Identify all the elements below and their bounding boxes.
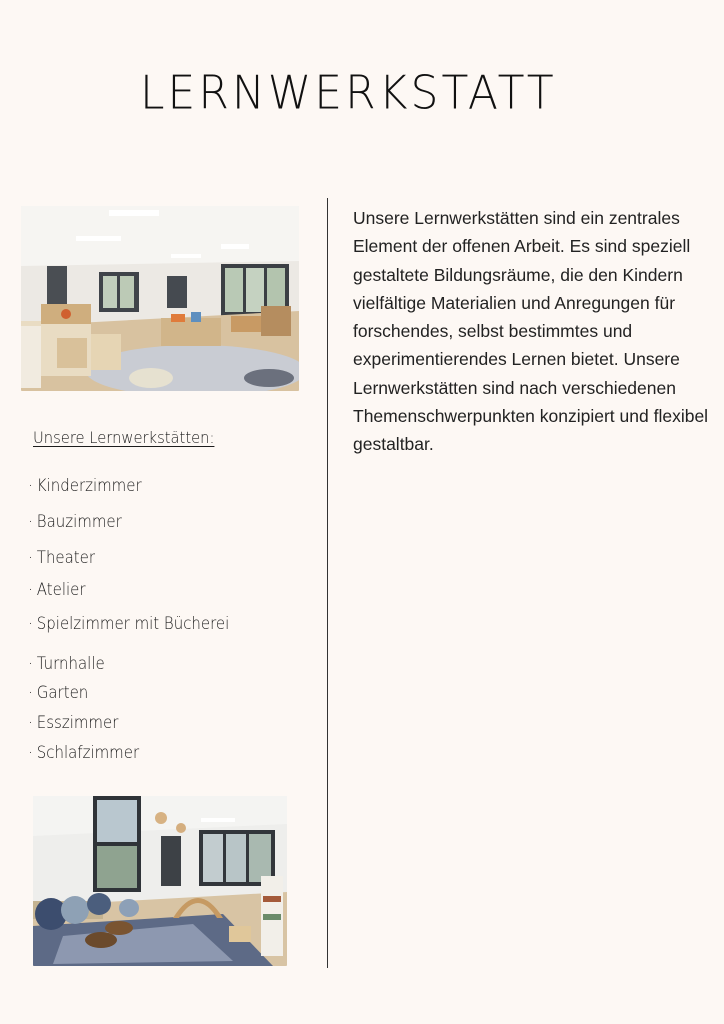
list-item: · Turnhalle: [28, 654, 105, 674]
list-item: · Spielzimmer mit Bücherei: [28, 614, 230, 634]
list-item: · Theater: [28, 548, 96, 568]
reading-room-photo: [33, 796, 287, 966]
list-item: · Bauzimmer: [28, 512, 122, 532]
list-item: · Esszimmer: [28, 713, 119, 733]
list-item: · Garten: [28, 683, 89, 703]
rooms-heading: Unsere Lernwerkstätten:: [33, 428, 215, 447]
intro-paragraph: Unsere Lernwerkstätten sind ein zentrales Element der offenen Arbeit. Es sind speziell gestaltete Bildungsräume, die den Kindern vielfältige Materialien und Anregungen für forschendes, selbst bestimmtes und experimentierendes Lernen bietet. Unsere Lernwerkstätten sind nach verschiedenen Themenschwerpunkten konzipiert und flexibel gestaltbar.: [353, 208, 709, 455]
vertical-divider: [327, 198, 328, 968]
list-item: · Atelier: [28, 580, 86, 600]
page-title: LERNWERKSTATT: [140, 66, 557, 121]
list-item: · Schlafzimmer: [28, 743, 140, 763]
classroom-photo: [21, 206, 299, 391]
list-item: · Kinderzimmer: [28, 476, 142, 496]
